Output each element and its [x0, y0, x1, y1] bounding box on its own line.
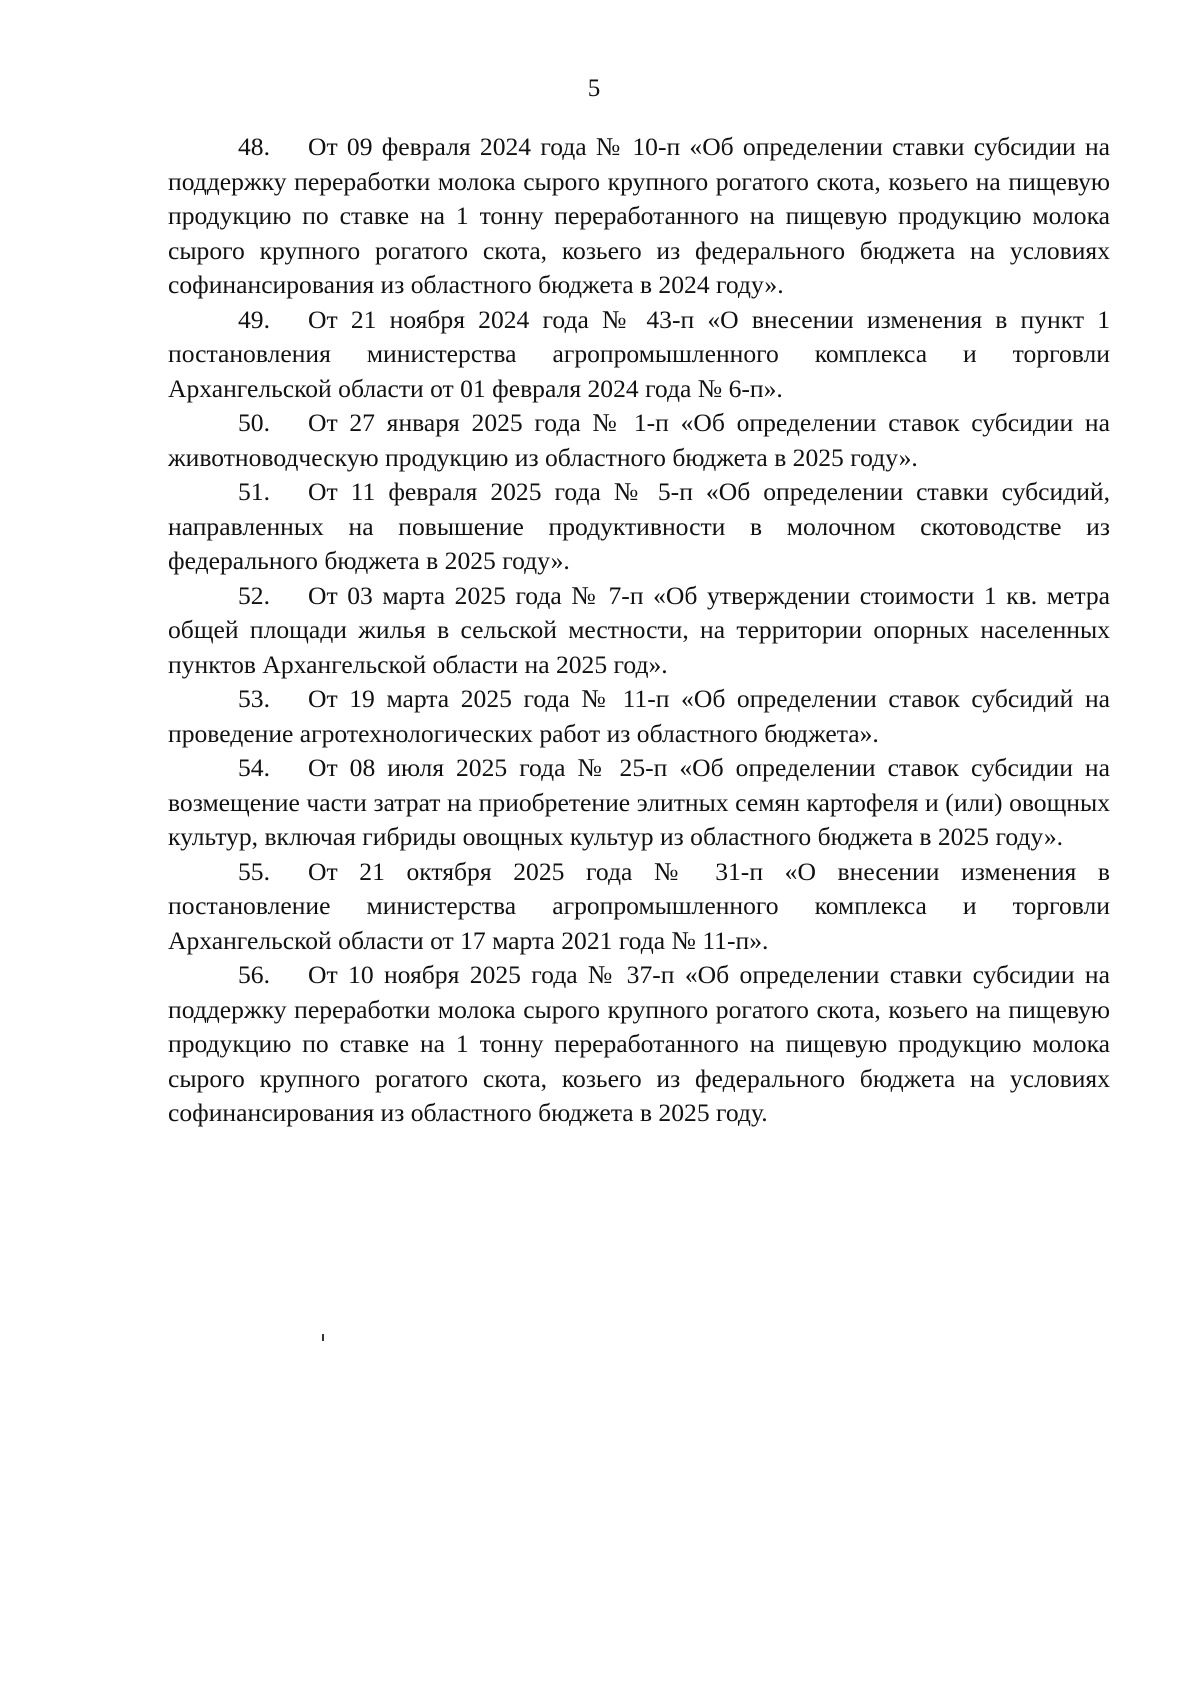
item-text: От 10 ноября 2025 года № 37-п «Об определении ставки субсидии на поддержку переработки молока сырого крупного рогатого скота, козьего на пищевую продукцию по ставке на 1 тонну переработанного на пищевую продукцию молока сырого крупного рогатого скота, козьего из федерального бюджета на условиях софинансирования из областного бюджета в 2025 году.	[168, 960, 1110, 1127]
list-item	[168, 406, 1110, 475]
item-number: 48.	[238, 132, 270, 161]
list-item	[168, 475, 1110, 579]
document-body	[168, 130, 1110, 1131]
item-text: От 21 ноября 2024 года № 43-п «О внесении изменения в пункт 1 постановления министерства агропромышленного комплекса и торговли Архангельской области от 01 февраля 2024 года № 6-п».	[168, 304, 1110, 403]
list-item	[168, 682, 1110, 751]
item-text: От 03 марта 2025 года № 7-п «Об утверждении стоимости 1 кв. метра общей площади жилья в сельской местности, на территории опорных населенных пунктов Архангельской области на 2025 год».	[168, 580, 1110, 679]
list-item	[168, 130, 1110, 303]
item-text: От 19 марта 2025 года № 11-п «Об определении ставок субсидий на проведение агротехнологических работ из областного бюджета».	[168, 684, 1110, 748]
item-number: 55.	[238, 856, 270, 886]
list-item	[168, 751, 1110, 855]
item-number: 52.	[238, 580, 270, 610]
item-number: 53.	[238, 684, 270, 713]
page-number: 5	[587, 75, 601, 102]
item-text: От 21 октября 2025 года № 31-п «О внесении изменения в постановление министерства агропромышленного комплекса и торговли Архангельской области от 17 марта 2021 года № 11-п».	[168, 856, 1110, 955]
item-text: От 27 января 2025 года № 1-п «Об определении ставок субсидии на животноводческую продукцию из областного бюджета в 2025 году».	[168, 408, 1110, 472]
list-item	[168, 958, 1110, 1131]
scan-speck	[322, 1334, 324, 1341]
item-number: 51.	[238, 477, 270, 506]
item-text: От 08 июля 2025 года № 25-п «Об определении ставок субсидии на возмещение части затрат на приобретение элитных семян картофеля и (или) овощных культур, включая гибриды овощных культур из областного бюджета в 2025 году».	[168, 753, 1110, 851]
item-number: 49.	[238, 304, 270, 334]
item-number: 56.	[238, 960, 270, 989]
list-item	[168, 579, 1110, 683]
list-item	[168, 303, 1110, 407]
item-text: От 09 февраля 2024 года № 10-п «Об определении ставки субсидии на поддержку переработки молока сырого крупного рогатого скота, козьего на пищевую продукцию по ставке на 1 тонну переработанного на пищевую продукцию молока сырого крупного рогатого скота, козьего из федерального бюджета на условиях софинансирования из областного бюджета в 2024 году».	[168, 132, 1110, 299]
list-item	[168, 855, 1110, 959]
item-number: 54.	[238, 753, 270, 782]
item-text: От 11 февраля 2025 года № 5-п «Об определении ставки субсидий, направленных на повышение продуктивности в молочном скотоводстве из федерального бюджета в 2025 году».	[168, 477, 1110, 575]
item-number: 50.	[238, 408, 270, 437]
